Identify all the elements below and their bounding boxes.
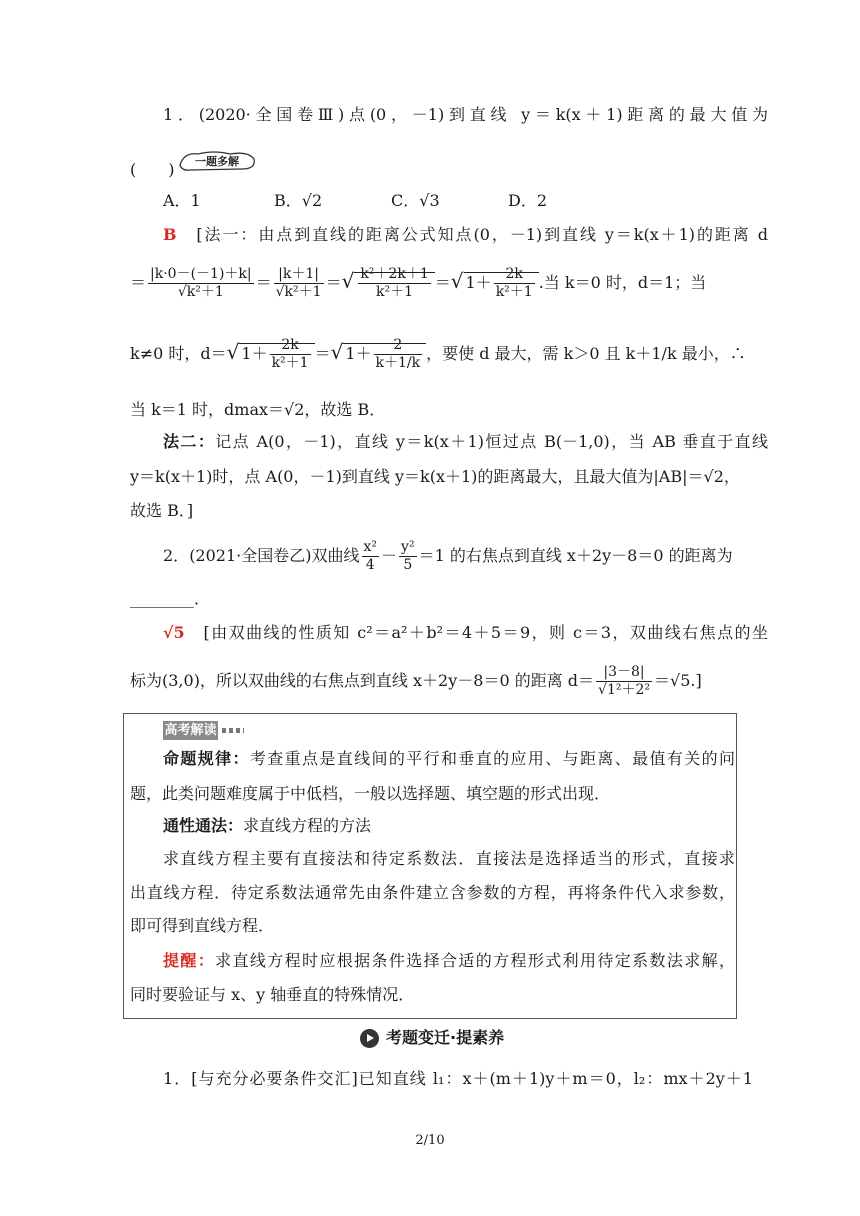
para-line1: 求直线方程主要有直接法和待定系数法．直接法是选择适当的形式，直接求 — [163, 849, 735, 868]
sol2-line1: √5 [由双曲线的性质知 c²＝a²＋b²＝4＋5＝9，则 c＝3，双曲线右焦点的坐 — [163, 623, 768, 642]
tip-label: 提醒： — [163, 951, 216, 970]
sol1-text: [法一：由点到直线的距离公式知点(0，－1)到直线 y＝k(x＋1)的距离 d — [196, 225, 768, 244]
method2-label: 法二： — [163, 432, 216, 451]
section-title: 考题变迁·提素养 — [386, 1028, 505, 1047]
method2-line1: 法二：记点 A(0，－1)，直线 y＝k(x＋1)恒过点 B(－1,0)，当 AB 垂直于直线 — [163, 432, 768, 451]
sol1-line3: k≠0 时，d＝√ 1＋ $\frac{2k}{\text{k²＋1}}$ ＝√ 1＋ $\frac{2}{k+1/k}$ ，要使 d 最大，需 k＞0 且 k＋1/k 最小，∴ — [130, 337, 746, 371]
q1-source: (2020·全国卷Ⅲ) — [198, 105, 345, 124]
method-line: 通性通法：求直线方程的方法 — [163, 816, 372, 835]
frac-3: $\frac{\text{k²＋2k＋1}}{\text{k²＋1}}$ — [360, 266, 429, 300]
answer-label-2: √5 — [163, 623, 185, 642]
option-a: A．1 — [163, 191, 201, 210]
box-tag: 高考解读 — [164, 723, 217, 738]
q1-line — [163, 104, 768, 126]
q1-number: 1． — [163, 105, 199, 124]
rule-line2: 题，此类问题难度属于中低档，一般以选择题、填空题的形式出现． — [130, 784, 611, 803]
para-line2: 出直线方程．待定系数法通常先由条件建立含参数的方程，再将条件代入求参数， — [130, 883, 735, 902]
sol2-line2: 标为(3,0)，所以双曲线的右焦点到直线 x＋2y－8＝0 的距离 d＝ $\frac{|3-8|}{\text{√1²＋2²}}$ ＝√5.] — [130, 664, 702, 698]
sol1-line1 — [163, 224, 768, 246]
answer-label: B — [163, 225, 177, 244]
frac-d: $\frac{|3-8|}{\text{√1²＋2²}}$ — [598, 664, 651, 698]
tip-line1: 提醒：求直线方程时应根据条件选择合适的方程形式利用待定系数法求解， — [163, 951, 735, 970]
method2-line2: y＝k(x＋1)时，点 A(0，－1)到直线 y＝k(x＋1)的距离最大，且最大值为|AB|＝√2， — [130, 467, 740, 486]
frac-x: $\frac{\text{x²}}{4}$ — [363, 539, 378, 573]
q2-blank: ________． — [130, 589, 211, 608]
multi-solution-badge — [176, 149, 258, 173]
frac-1: $\frac{|k\cdot 0-(-1)+k|}{\text{√k²＋1}}$ — [150, 266, 252, 300]
badge-text: 一题多解 — [195, 155, 239, 168]
frac-6: $\frac{2}{k+1/k}$ — [375, 337, 421, 371]
page-number: 2/10 — [415, 1133, 445, 1148]
sol1-line3-tail: ，要使 d 最大，需 k＞0 且 k＋1/k 最小，∴ — [426, 344, 746, 363]
frac-5: $\frac{2k}{\text{k²＋1}}$ — [271, 337, 309, 371]
q1-stem: 点(0，－1)到直线 y＝k(x＋1)距离的最大值为 — [344, 105, 768, 124]
sol1-line2-tail: .当 k＝0 时，d＝1；当 — [538, 273, 707, 292]
tip-line2: 同时要验证与 x、y 轴垂直的特殊情况． — [130, 985, 415, 1004]
q2-source: (2021·全国卷乙) — [189, 546, 312, 565]
method2-line3: 故选 B．] — [130, 501, 194, 520]
tag-dots — [222, 728, 244, 733]
q1-paren: ( ) — [130, 160, 175, 179]
option-d: D．2 — [508, 191, 548, 210]
frac-4: $\frac{2k}{\text{k²＋1}}$ — [495, 266, 533, 300]
frac-y: $\frac{\text{y²}}{5}$ — [401, 539, 415, 573]
q3-line1: 1．[与充分必要条件交汇]已知直线 l₁：x＋(m＋1)y＋m＝0，l₂：mx＋2y＋1 — [163, 1069, 753, 1088]
frac-2: $\frac{|k+1|}{\text{√k²＋1}}$ — [275, 266, 322, 300]
rule-line1: 命题规律：考查重点是直线间的平行和垂直的应用、与距离、最值有关的问 — [163, 749, 735, 768]
play-icon — [360, 1029, 379, 1048]
sol1-line2: ＝ $\frac{|k\cdot 0-(-1)+k|}{\text{√k²＋1}}$ ＝ $\frac{|k+1|}{\text{√k²＋1}}$ ＝√ $\frac{\text{k²＋2k＋1}}{\text{k²＋1}}$ ＝√ 1＋ $\frac{2k}{\text{k²＋1}}$ .当 k＝0 时，d＝1；当 — [130, 266, 707, 300]
option-b: B．√2 — [274, 191, 323, 210]
q2-line: 2．(2021·全国卷乙)双曲线 $\frac{\text{x²}}{4}$ － $\frac{\text{y²}}{5}$ ＝1 的右焦点到直线 x＋2y－8＝0 的距离为 — [163, 539, 733, 573]
option-c: C．√3 — [391, 191, 440, 210]
para-line3: 即可得到直线方程． — [130, 916, 275, 935]
sol1-line4: 当 k＝1 时，dmax＝√2，故选 B． — [130, 400, 386, 419]
